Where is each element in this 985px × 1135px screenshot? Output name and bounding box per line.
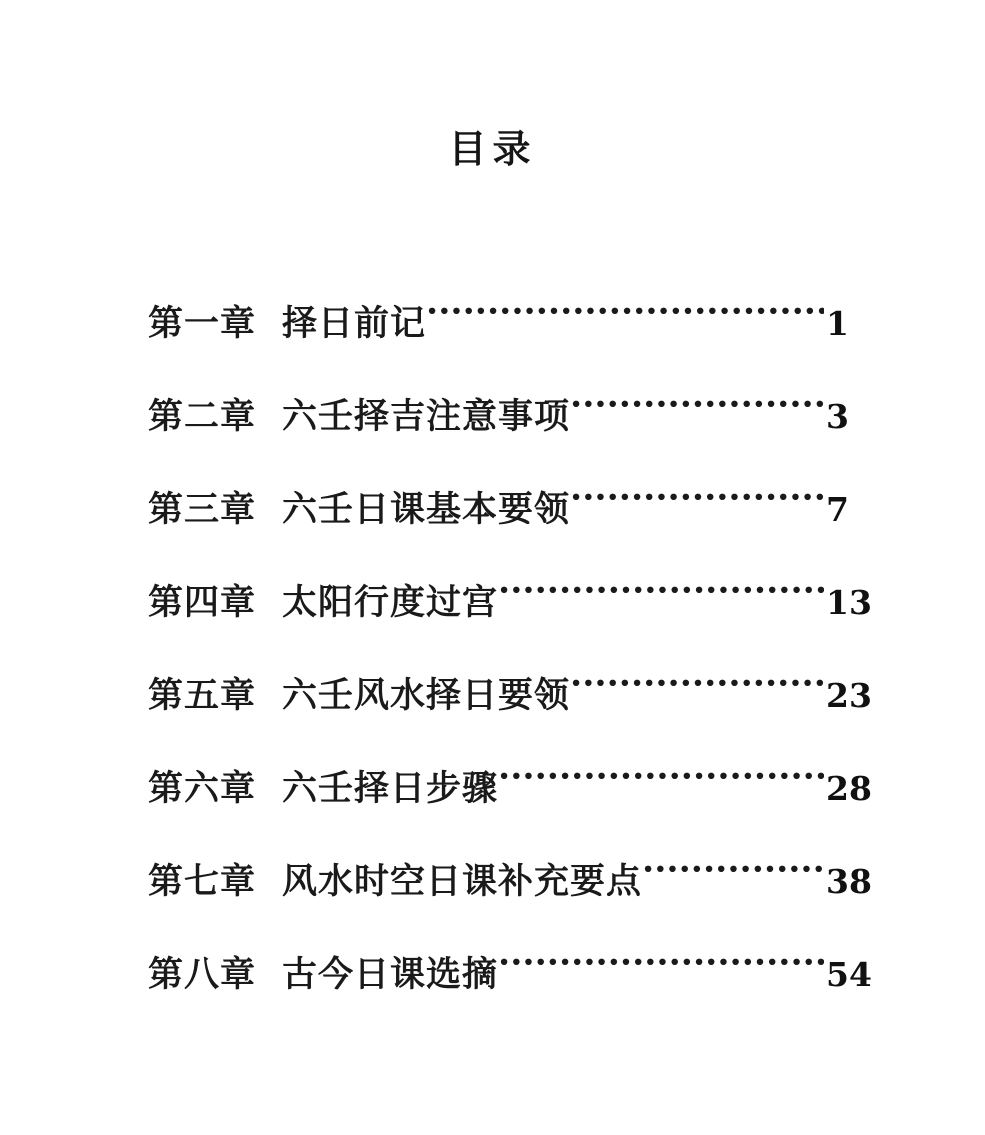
chapter-title: 风水时空日课补充要点 [282,861,643,902]
dot-leader [498,951,824,986]
chapter-title: 古今日课选摘 [282,954,499,995]
list-item[interactable] [148,482,878,575]
list-item[interactable] [148,296,878,389]
dot-leader [570,486,824,521]
chapter-title: 六壬日课基本要领 [282,489,571,530]
page-title: 目录 [448,126,537,171]
page-number: 3 [826,397,849,436]
page-number: 38 [826,862,872,901]
chapter-label: 第八章 [148,954,257,995]
dot-leader [642,858,824,893]
chapter-title: 六壬择吉注意事项 [282,396,571,437]
page-number: 1 [826,304,849,343]
list-item[interactable] [148,668,878,761]
chapter-label: 第四章 [148,582,257,623]
page-number: 28 [826,769,872,808]
chapter-title: 六壬风水择日要领 [282,675,571,716]
chapter-label: 第二章 [148,396,257,437]
page-number: 23 [826,676,872,715]
list-item[interactable] [148,575,878,668]
chapter-label: 第三章 [148,489,257,530]
page-number: 13 [826,583,872,622]
dot-leader [498,765,824,800]
dot-leader [498,579,824,614]
list-item[interactable] [148,389,878,482]
list-item[interactable] [148,761,878,854]
dot-leader [426,300,824,335]
list-item[interactable] [148,947,878,1040]
list-item[interactable] [148,854,878,947]
page-number: 54 [826,955,872,994]
chapter-label: 第七章 [148,861,257,902]
dot-leader [570,393,824,428]
chapter-title: 太阳行度过宫 [282,582,499,623]
page-number: 7 [826,490,849,529]
chapter-title: 六壬择日步骤 [282,768,499,809]
chapter-label: 第五章 [148,675,257,716]
table-of-contents [148,296,878,1040]
dot-leader [570,672,824,707]
chapter-label: 第六章 [148,768,257,809]
chapter-title: 择日前记 [282,303,427,344]
chapter-label: 第一章 [148,303,257,344]
